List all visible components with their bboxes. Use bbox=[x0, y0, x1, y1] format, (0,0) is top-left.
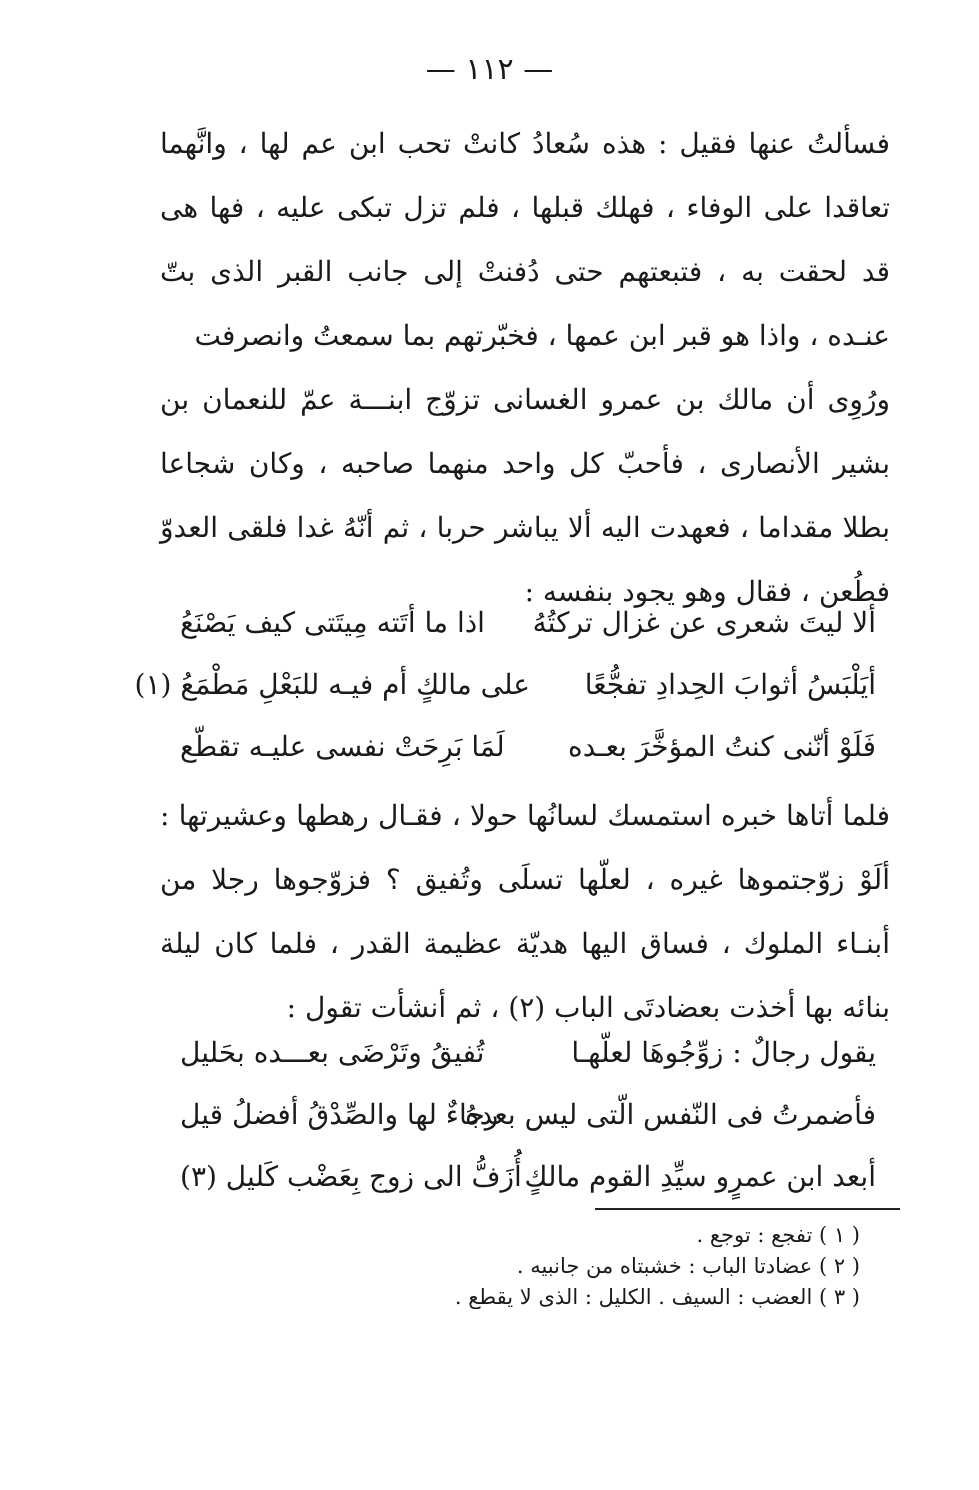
poem-2 bbox=[160, 1022, 890, 1208]
verse-second-hemistich: اذا ما أتَته مِيتَتى كيف يَصْنَعُ bbox=[180, 606, 485, 639]
verse-first-hemistich: ألا ليتَ شعرى عن غزال تركتُهُ bbox=[532, 606, 876, 639]
verse-first-hemistich: فَلَوْ أنّنى كنتُ المؤخَّرَ بعـده bbox=[568, 730, 876, 763]
verse-second-hemistich: أُزَفُّ الى زوج بِعَضْب كَليل (٣) bbox=[180, 1160, 522, 1193]
verse-second-hemistich: تُفيقُ وتَرْضَى بعـــده بحَليل bbox=[180, 1036, 485, 1069]
footnotes bbox=[340, 1220, 860, 1313]
verse-line bbox=[160, 1146, 890, 1208]
footnote-1: ( ١ ) تفجع : توجع . bbox=[696, 1223, 860, 1247]
paragraph-2: ورُوِى أن مالك بن عمرو الغسانى تزوّج ابنـــة عمّ للنعمان بن بشير الأنصارى ، فأحبّ كل واحد منهما صاحبه ، وكان شجاعا بطلا مقداما ، فعهدت اليه ألا يباشر حربا ، ثم أنّهُ غدا فلقى العدوّ فطُعن ، فقال وهو يجود بنفسه : bbox=[160, 383, 890, 608]
footnote-2: ( ٢ ) عضادتا الباب : خشبتاه من جانبيه . bbox=[516, 1254, 860, 1278]
verse-line bbox=[160, 592, 890, 654]
page-number: — ١١٢ — bbox=[425, 52, 554, 87]
verse-first-hemistich: فأضمرتُ فى النّفس الّتى ليس بعدهُ bbox=[465, 1098, 876, 1131]
verse-first-hemistich: يقول رجالٌ : زوِّجُوهَا لعلّهـا bbox=[571, 1036, 876, 1069]
verse-line bbox=[160, 716, 890, 778]
verse-line bbox=[160, 1022, 890, 1084]
verse-first-hemistich: أيَلْبَسُ أثوابَ الحِدادِ تفجُّعًا bbox=[584, 668, 876, 701]
verse-second-hemistich: رجاءٌ لها والصِّدْقُ أفضلُ قيل bbox=[180, 1098, 499, 1131]
verse-line bbox=[134, 654, 890, 716]
footnote-divider bbox=[595, 1208, 900, 1210]
verse-line bbox=[160, 1084, 890, 1146]
footnote-3: ( ٣ ) العضب : السيف . الكليل : الذى لا يقطع . bbox=[454, 1285, 860, 1309]
poem-1 bbox=[134, 592, 890, 778]
verse-first-hemistich: أبعد ابن عمرٍو سيِّدِ القوم مالكٍ bbox=[524, 1160, 876, 1193]
paragraph-3: فلما أتاها خبره استمسك لسانُها حولا ، فقـال رهطها وعشيرتها : ألَوْ زوّجتموها غيره ، لعلّها تسلَى وتُفيق ؟ فزوّجوها رجلا من أبنـاء الملوك ، فساق اليها هديّة عظيمة القدر ، فلما كان ليلة بنائه بها أخذت بعضادتَى الباب (٢) ، ثم أنشأت تقول : bbox=[160, 799, 890, 1024]
paragraph-1: فسألتُ عنها فقيل : هذه سُعادُ كانتْ تحب ابن عم لها ، وانَّهما تعاقدا على الوفاء ، فهلك قبلها ، فلم تزل تبكى عليه ، فها هى قد لحقت به ، فتبعتهم حتى دُفنتْ إلى جانب القبر الذى بتّ عنـده ، واذا هو قبر ابن عمها ، فخبّرتهم بما سمعتُ وانصرفت bbox=[160, 127, 891, 352]
verse-second-hemistich: على مالكٍ أم فيـه للبَعْلِ مَطْمَعُ (١) bbox=[134, 668, 530, 701]
verse-second-hemistich: لَمَا بَرِحَتْ نفسى عليـه تقطّع bbox=[180, 730, 505, 763]
